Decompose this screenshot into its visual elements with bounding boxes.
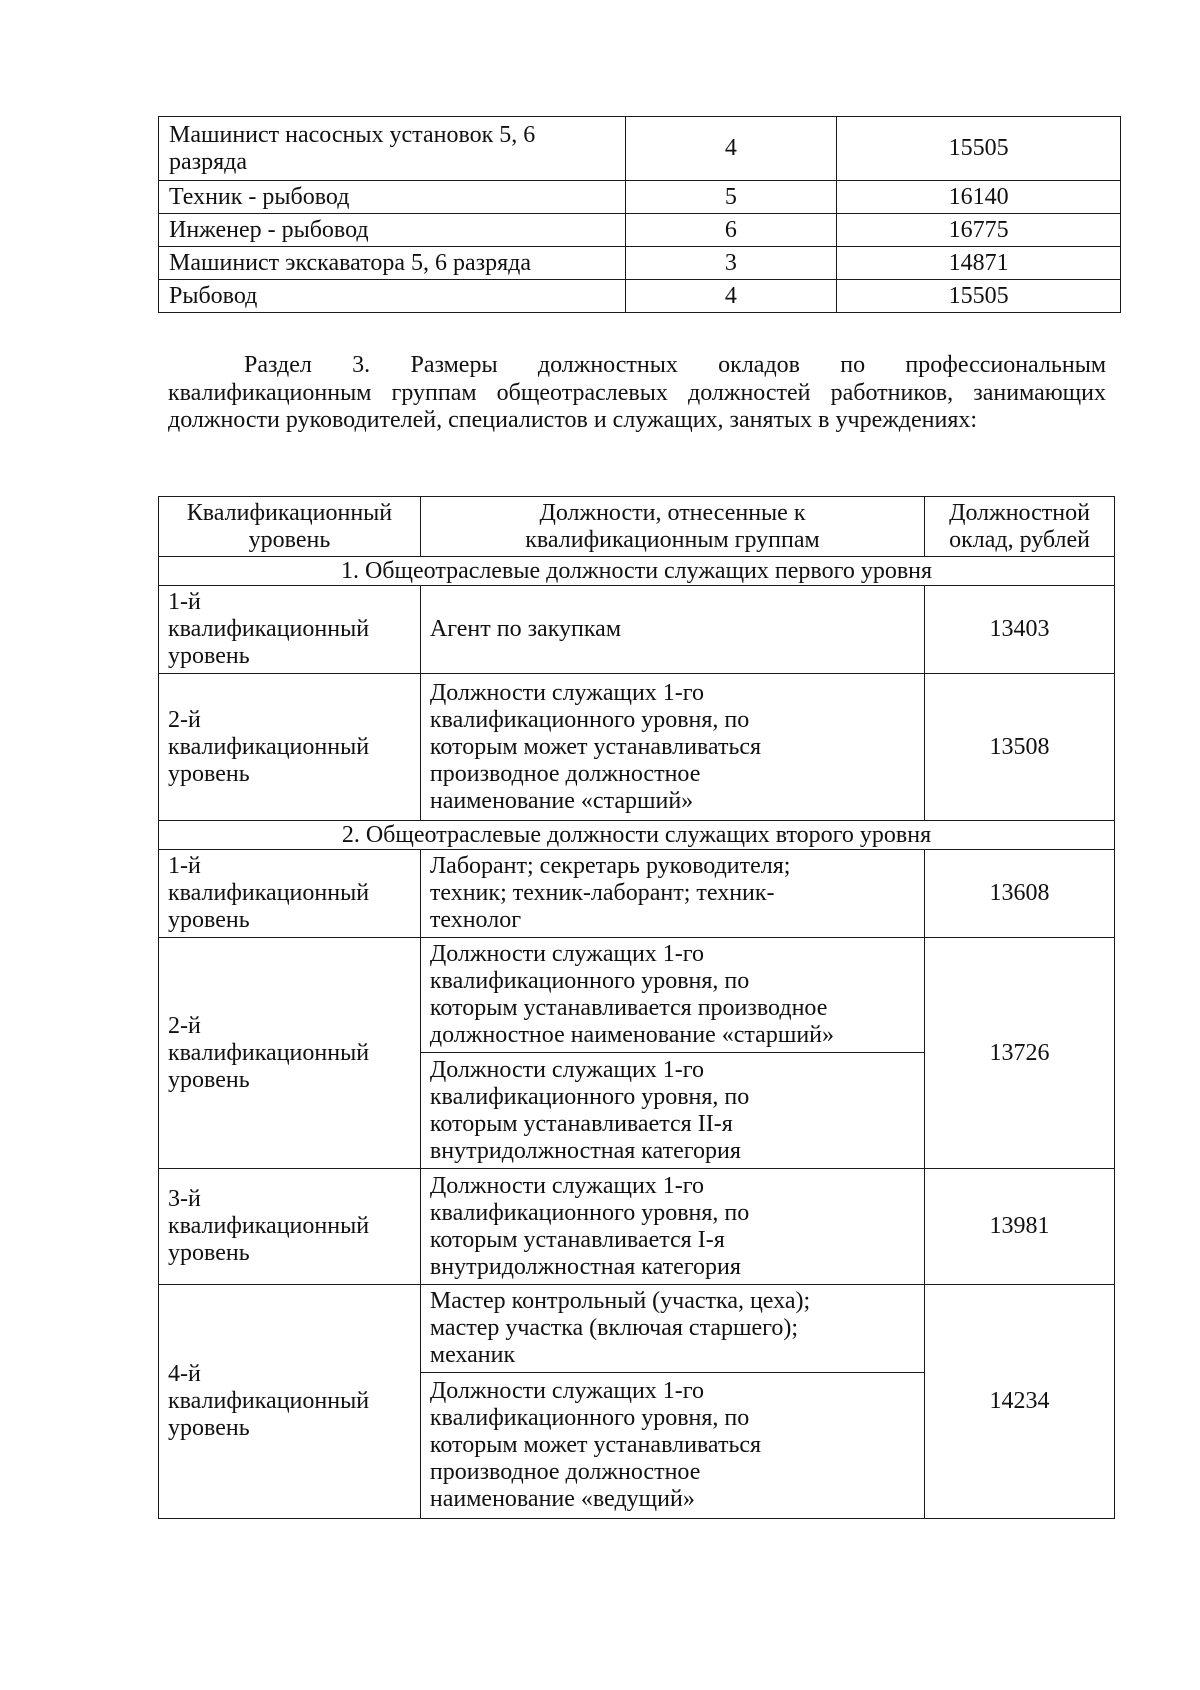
qualification-level: 4 [625,280,837,313]
table-row [159,938,1115,1053]
position-cell: Агент по закупкам [420,586,924,674]
salary-value: 14871 [837,247,1121,280]
level-cell: 4-й квалификационный уровень [159,1285,421,1519]
table-row [159,247,1121,280]
position-name: Инженер - рыбовод [159,214,626,247]
workers-salary-table [158,116,1121,313]
position-name: Машинист насосных установок 5, 6 разряда [159,117,626,181]
salary-value: 16775 [837,214,1121,247]
qualification-level: 3 [625,247,837,280]
group-title-row [159,821,1115,850]
table-row [159,181,1121,214]
header-level: Квалификационный уровень [159,497,421,557]
salary-value: 15505 [837,280,1121,313]
qualification-level: 4 [625,117,837,181]
position-cell: Лаборант; секретарь руководителя; техник; техник-лаборант; техник- технолог [420,850,924,938]
position-name: Техник - рыбовод [159,181,626,214]
table-row [159,586,1115,674]
group-2-title: 2. Общеотраслевые должности служащих второго уровня [159,821,1115,850]
table-row [159,280,1121,313]
position-cell: Должности служащих 1-го квалификационного уровня, по которым может устанавливаться производное должностное наименование «ведущий» [420,1373,924,1519]
salary-value: 15505 [837,117,1121,181]
table-row [159,214,1121,247]
level-cell: 1-й квалификационный уровень [159,586,421,674]
group-title-row [159,557,1115,586]
position-cell: Должности служащих 1-го квалификационного уровня, по которым устанавливается II-я внутридолжностная категория [420,1053,924,1169]
position-cell: Должности служащих 1-го квалификационного уровня, по которым устанавливается производное должностное наименование «старший» [420,938,924,1053]
salary-cell: 14234 [925,1285,1115,1519]
table-row [159,1285,1115,1373]
level-cell: 2-й квалификационный уровень [159,938,421,1169]
table-row [159,117,1121,181]
salary-cell: 13608 [925,850,1115,938]
salary-cell: 13726 [925,938,1115,1169]
level-cell: 1-й квалификационный уровень [159,850,421,938]
group-1-title: 1. Общеотраслевые должности служащих первого уровня [159,557,1115,586]
salary-cell: 13403 [925,586,1115,674]
section-3-heading [168,352,1106,435]
position-cell: Должности служащих 1-го квалификационного уровня, по которым может устанавливаться производное должностное наименование «старший» [420,674,924,821]
position-name: Машинист экскаватора 5, 6 разряда [159,247,626,280]
qualification-level: 5 [625,181,837,214]
section-3-text: Раздел 3. Размеры должностных окладов по профессиональным квалификационным группам общеотраслевых должностей работников, занимающих должности руководителей, специалистов и служащих, занятых в учреждениях: [168,352,1106,433]
salary-value: 16140 [837,181,1121,214]
table-row [159,1169,1115,1285]
qualification-level: 6 [625,214,837,247]
qualification-groups-table [158,496,1115,1519]
salary-cell: 13508 [925,674,1115,821]
header-positions: Должности, отнесенные к квалификационным группам [420,497,924,557]
salary-cell: 13981 [925,1169,1115,1285]
table-header-row [159,497,1115,557]
level-cell: 2-й квалификационный уровень [159,674,421,821]
table-row [159,674,1115,821]
position-cell: Должности служащих 1-го квалификационного уровня, по которым устанавливается I-я внутридолжностная категория [420,1169,924,1285]
position-cell: Мастер контрольный (участка, цеха); мастер участка (включая старшего); механик [420,1285,924,1373]
table-row [159,850,1115,938]
header-salary: Должностной оклад, рублей [925,497,1115,557]
position-name: Рыбовод [159,280,626,313]
level-cell: 3-й квалификационный уровень [159,1169,421,1285]
